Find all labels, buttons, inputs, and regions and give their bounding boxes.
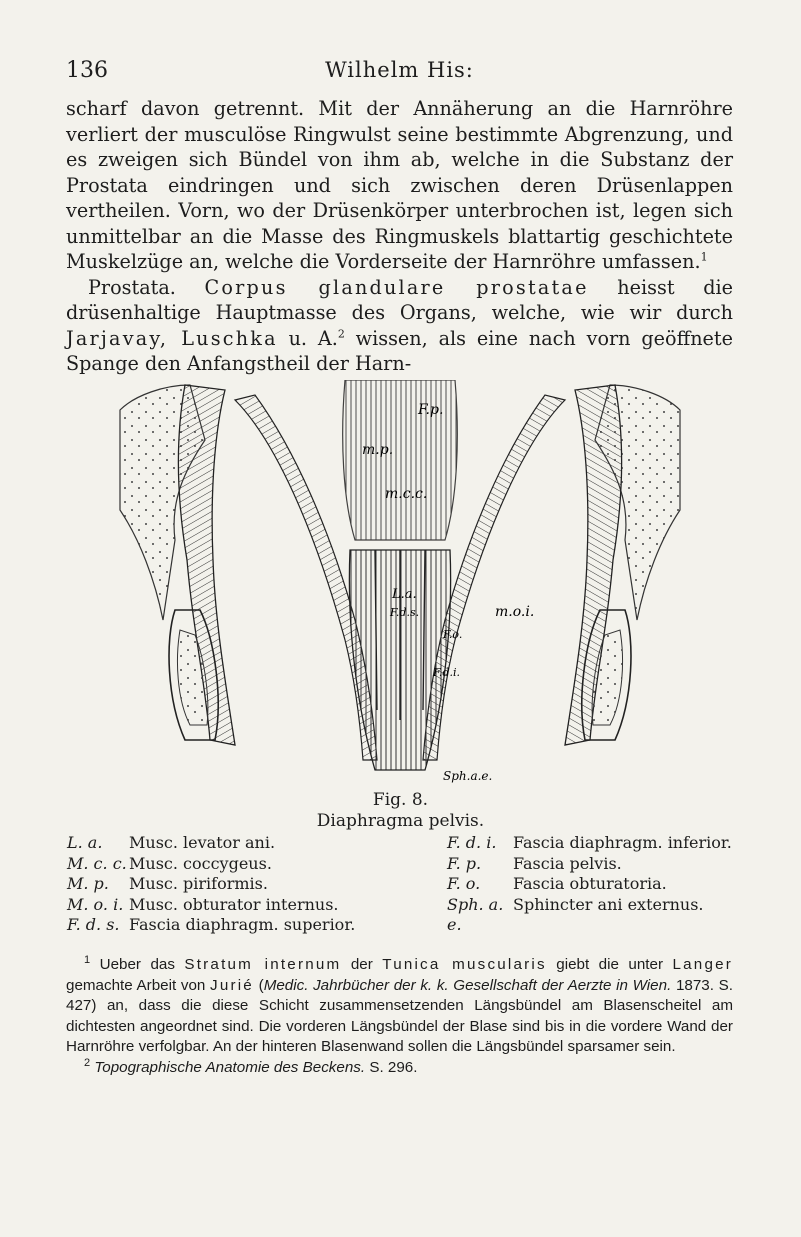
left-pelvic-wall: [120, 385, 235, 745]
page-header: [66, 58, 733, 88]
legend-text: Fascia obturatoria.: [513, 874, 667, 893]
legend-abbr: M. c. c.: [67, 853, 127, 873]
figure-caption: [0, 790, 801, 832]
footnote-1-text-e: 1873. S. 427) an, dass die diese Schicht zusammensetzenden Längsbündel am Blasenscheitel am dichtesten angeordnet sind. Die vorderen Längsbündel der Blase sind bis in die vordere Wand der Harnröhre verfolgbar. An der hinteren Blasenwand sollen die Längsbündel sparsamer sein.: [66, 976, 733, 1055]
legend-abbr: M. o. i.: [67, 894, 124, 914]
levator-funnel: [235, 380, 565, 770]
legend-item: [67, 833, 355, 854]
body-text: [66, 96, 733, 377]
legend-abbr: F. o.: [447, 874, 481, 893]
legend-abbr: F. d. s.: [67, 915, 120, 934]
footnote-1-text-d: gemachte Arbeit von: [66, 976, 206, 994]
legend-abbr: F. d. i.: [447, 833, 497, 852]
legend-abbr: F. p.: [447, 853, 482, 873]
footnote-ref-1: 1: [700, 250, 708, 264]
legend-text: Musc. obturator internus.: [129, 894, 339, 914]
legend-item: [67, 874, 355, 895]
term-corpus-glandulare: Corpus glandulare prostatae: [204, 275, 589, 299]
section-heading-prostata: Prostata.: [88, 275, 176, 299]
footnote-1-mark: 1: [84, 953, 91, 966]
footnote-2: [66, 1058, 733, 1079]
legend-text: Musc. levator ani.: [129, 833, 276, 852]
legend-item: [447, 895, 732, 936]
page-number: 136: [66, 58, 108, 83]
paragraph-2-text-c: wissen, als eine nach vorn geöffnete Spange den Anfangstheil der Harn-: [66, 326, 733, 375]
label-la: L.a.: [392, 587, 417, 602]
label-fo: F.o.: [443, 628, 463, 641]
footnote-1-text-b: der: [350, 956, 373, 973]
footnotes: [66, 955, 733, 1078]
paragraph-2-text-a: heisst die drüsenhaltige Hauptmasse des Organs, welche, wie wir durch: [66, 275, 733, 324]
footnote-1: $^1$ Ueber das Stratum internum der Tunica muscularis giebt die unter Langer gemachte Arbeit von Jurié (Medic. Jahrbücher der k. k. Gesellschaft der Aerzte in Wien. 1873. S. 427) an, dass die diese Schicht zusammensetzenden Längsbündel am Blasenscheitel am dichtesten angeordnet sind. Die vorderen Längsbündel der Blase sind bis in die vordere Wand der Harnröhre verfolgbar. An der hinteren Blasenwand sollen die Längsbündel sparsamer sein.: [66, 953, 733, 1055]
label-fp: F.p.: [418, 402, 444, 418]
legend-abbr: M. p.: [67, 874, 109, 893]
paragraph-1-text: scharf davon getrennt. Mit der Annäherung an die Harnröhre verliert der musculöse Ringwulst seine bestimmte Abgrenzung, und es zweigen sich Bündel von ihm ab, welche in die Substanz der Prostata eindringen und sich zwischen deren Drüsenlappen vertheilen. Vorn, wo der Drüsenkörper unterbrochen ist, legen sich unmittelbar an die Masse des Ringmuskels blattartig geschichtete Muskelzüge an, welche die Vorderseite der Harnröhre umfassen.: [66, 97, 733, 273]
authors-cited: Jarjavay, Luschka: [66, 326, 278, 350]
footnote-ref-2: 2: [337, 327, 345, 341]
legend-item: [447, 854, 732, 875]
figure-title: Diaphragma pelvis.: [316, 811, 485, 831]
label-sphae: Sph.a.e.: [443, 769, 493, 783]
label-fdi: F.d.i.: [433, 666, 460, 679]
label-mcc: m.c.c.: [385, 486, 428, 502]
footnote-1-author-b: Jurié: [210, 976, 254, 994]
paragraph-2-text-b: u. A.: [288, 326, 338, 350]
footnote-1-term-a: Stratum internum: [184, 956, 342, 973]
footnote-1-text-c: giebt die unter: [556, 956, 664, 973]
label-mp: m.p.: [362, 442, 394, 458]
figure-number: Fig. 8.: [372, 790, 429, 810]
legend-text: Musc. coccygeus.: [129, 853, 272, 873]
running-title: Wilhelm His:: [325, 58, 474, 82]
footnote-2-mark: 2: [84, 1056, 91, 1069]
label-fds: F.d.s.: [390, 606, 420, 619]
footnote-1-journal: Medic. Jahrbücher der k. k. Gesellschaft der Aerzte in Wien.: [263, 976, 672, 994]
legend-text: Musc. piriformis.: [129, 874, 268, 893]
footnote-1-author-a: Langer: [672, 956, 733, 973]
footnote-1-term-b: Tunica muscularis: [382, 956, 547, 973]
paragraph-2: [66, 275, 733, 377]
legend-right: [447, 833, 732, 936]
legend-text: Fascia diaphragm. inferior.: [513, 833, 732, 852]
legend-abbr: Sph. a. e.: [447, 894, 504, 934]
legend-item: [67, 854, 355, 875]
legend-item: [67, 895, 355, 916]
footnote-1-text-a: Ueber das: [99, 956, 175, 973]
label-moi: m.o.i.: [495, 604, 535, 620]
legend-item: [447, 874, 732, 895]
legend-text: Fascia pelvis.: [513, 853, 622, 873]
legend-text: Fascia diaphragm. superior.: [129, 915, 356, 934]
paragraph-1: [66, 96, 733, 275]
legend-item: [67, 915, 355, 936]
legend-item: [447, 833, 732, 854]
right-pelvic-wall: [565, 385, 680, 745]
legend-left: [67, 833, 355, 936]
footnote-2-title: Topographische Anatomie des Beckens.: [94, 1058, 366, 1076]
anatomical-illustration: [115, 380, 685, 785]
footnote-2-page: S. 296.: [369, 1058, 418, 1076]
legend-abbr: L. a.: [67, 833, 103, 852]
legend-text: Sphincter ani externus.: [513, 894, 704, 914]
